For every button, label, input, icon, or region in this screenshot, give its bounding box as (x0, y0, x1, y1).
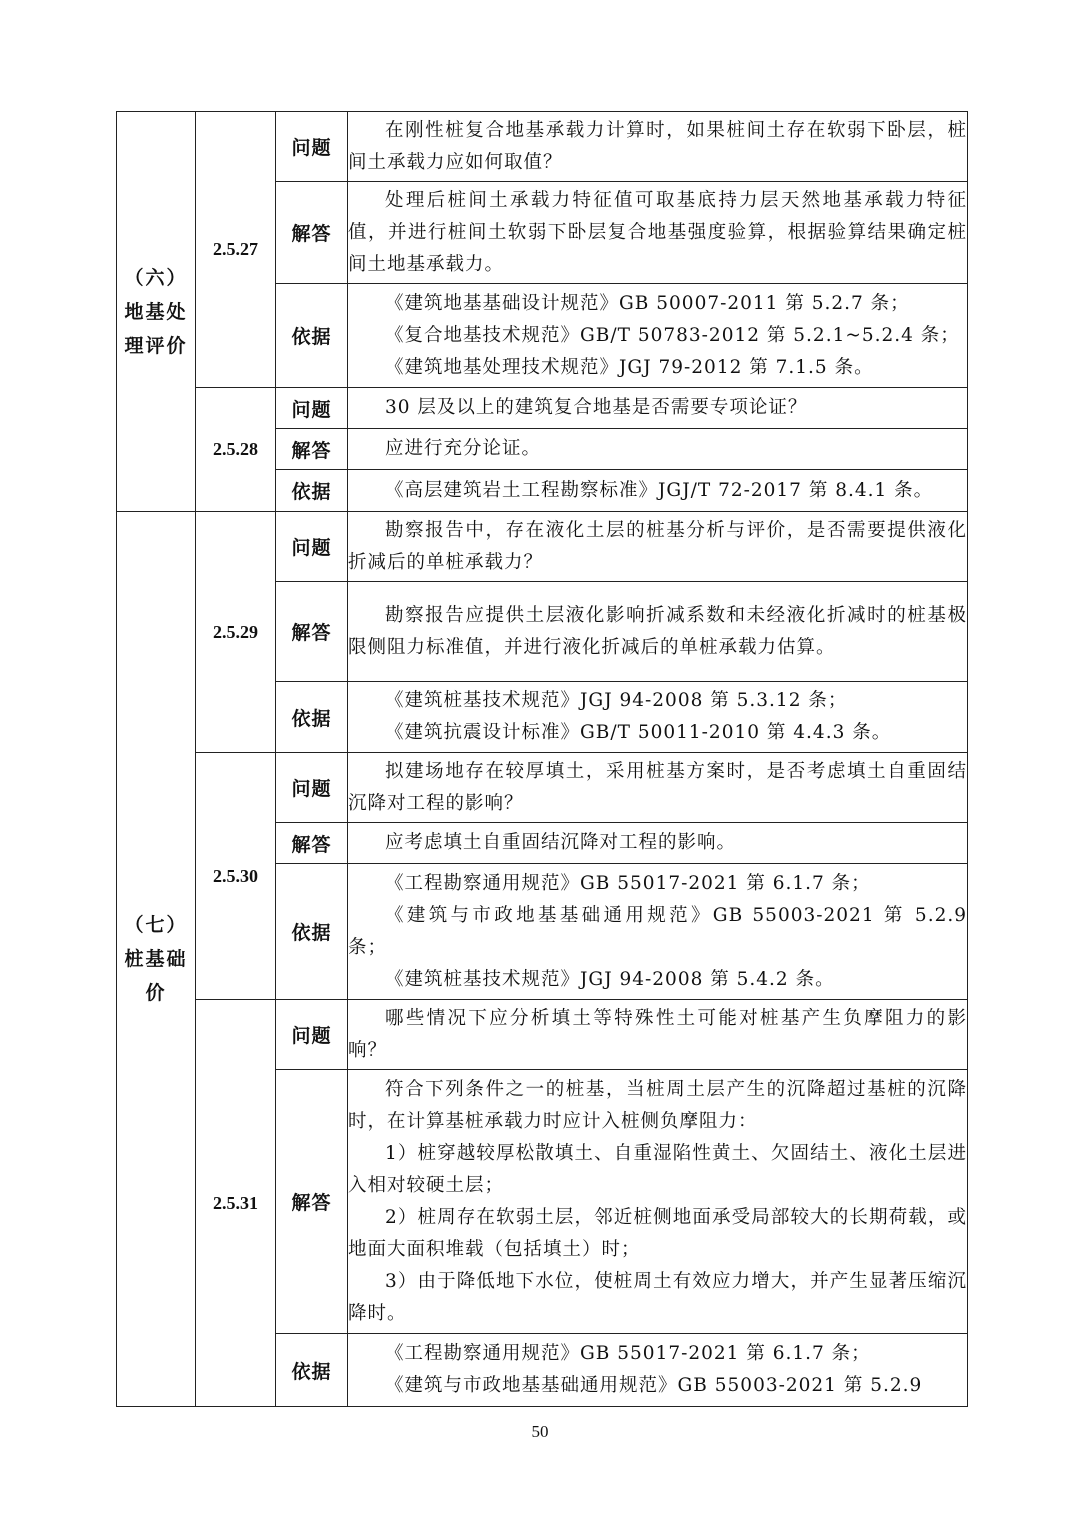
category-seven-line2: 桩基础 (124, 948, 188, 970)
answer-text (348, 582, 968, 682)
answer-line: 3）由于降低地下水位，使桩周土有效应力增大，并产生显著压缩沉降时。 (348, 1270, 967, 1324)
basis-text (348, 284, 968, 388)
answer-text (348, 429, 968, 470)
basis-line: 《建筑桩基技术规范》JGJ 94-2008 第 5.4.2 条。 (385, 968, 835, 990)
basis-line: 《建筑与市政地基基础通用规范》GB 55003-2021 第 5.2.9 (385, 1375, 923, 1396)
basis-label: 依据 (276, 284, 348, 388)
answer-text (348, 823, 968, 864)
answer-line: 处理后桩间土承载力特征值可取基底持力层天然地基承载力特征值，并进行桩间土软弱下卧层复合地基强度验算，根据验算结果确定桩间土地基承载力。 (348, 189, 967, 275)
item-number: 2.5.31 (196, 1000, 276, 1407)
basis-text (348, 864, 968, 1000)
question-label: 问题 (276, 753, 348, 823)
basis-line: 《工程勘察通用规范》GB 55017-2021 第 6.1.7 条； (385, 872, 871, 894)
answer-line: 应进行充分论证。 (385, 438, 542, 459)
page-number: 50 (531, 1422, 549, 1441)
basis-line: 《建筑桩基技术规范》JGJ 94-2008 第 5.3.12 条； (385, 690, 848, 711)
question-line: 勘察报告中，存在液化土层的桩基分析与评价，是否需要提供液化折减后的单桩承载力？ (348, 519, 967, 573)
basis-text (348, 682, 968, 753)
answer-label: 解答 (276, 823, 348, 864)
answer-line: 符合下列条件之一的桩基，当桩周土层产生的沉降超过基桩的沉降时，在计算基桩承载力时应计入桩侧负摩阻力： (348, 1078, 967, 1132)
question-label: 问题 (276, 112, 348, 182)
category-six-line1: （六） (124, 266, 188, 289)
table-row (117, 388, 968, 429)
category-six-line3: 理评价 (124, 334, 188, 357)
answer-label: 解答 (276, 429, 348, 470)
answer-label: 解答 (276, 582, 348, 682)
basis-line: 《建筑抗震设计标准》GB/T 50011-2010 第 4.4.3 条。 (385, 722, 892, 743)
basis-line: 《建筑与市政地基基础通用规范》GB 55003-2021 第 5.2.9 条； (348, 904, 967, 958)
answer-text (348, 1070, 968, 1334)
question-label: 问题 (276, 388, 348, 429)
answer-line: 勘察报告应提供土层液化影响折减系数和未经液化折减时的桩基极限侧阻力标准值，并进行液化折减后的单桩承载力估算。 (348, 604, 967, 658)
basis-text (348, 1334, 968, 1407)
basis-label: 依据 (276, 470, 348, 512)
question-line: 在刚性桩复合地基承载力计算时，如果桩间土存在软弱下卧层，桩间土承载力应如何取值？ (348, 119, 967, 173)
question-label: 问题 (276, 512, 348, 582)
basis-line: 《建筑地基处理技术规范》JGJ 79-2012 第 7.1.5 条。 (385, 356, 874, 378)
question-line: 拟建场地存在较厚填土，采用桩基方案时，是否考虑填土自重固结沉降对工程的影响？ (348, 760, 967, 814)
table-row (117, 112, 968, 182)
item-number: 2.5.30 (196, 753, 276, 1000)
basis-line: 《工程勘察通用规范》GB 55017-2021 第 6.1.7 条； (385, 1343, 871, 1364)
basis-label: 依据 (276, 682, 348, 753)
category-seven-line1: （七） (124, 914, 188, 936)
basis-line: 《高层建筑岩土工程勘察标准》JGJ/T 72-2017 第 8.4.1 条。 (385, 479, 934, 501)
question-text (348, 112, 968, 182)
basis-line: 《建筑地基基础设计规范》GB 50007-2011 第 5.2.7 条； (385, 292, 910, 314)
answer-line: 1）桩穿越较厚松散填土、自重湿陷性黄土、欠固结土、液化土层进入相对较硬土层； (348, 1142, 967, 1196)
question-text (348, 1000, 968, 1070)
basis-text (348, 470, 968, 512)
question-line: 30 层及以上的建筑复合地基是否需要专项论证？ (385, 397, 808, 418)
answer-label: 解答 (276, 1070, 348, 1334)
category-seven-line3: 价 (145, 982, 167, 1004)
qa-table (116, 111, 968, 1407)
category-six-line2: 地基处 (124, 300, 188, 323)
question-line: 哪些情况下应分析填土等特殊性土可能对桩基产生负摩阻力的影响？ (348, 1007, 967, 1061)
basis-label: 依据 (276, 864, 348, 1000)
answer-line: 应考虑填土自重固结沉降对工程的影响。 (385, 832, 737, 853)
item-number: 2.5.29 (196, 512, 276, 753)
question-text (348, 512, 968, 582)
table-row (117, 512, 968, 582)
table-row (117, 753, 968, 823)
question-text (348, 753, 968, 823)
answer-line: 2）桩周存在软弱土层，邻近桩侧地面承受局部较大的长期荷载，或地面大面积堆载（包括填土）时； (348, 1206, 967, 1260)
item-number: 2.5.27 (196, 112, 276, 388)
question-text (348, 388, 968, 429)
answer-text (348, 182, 968, 284)
basis-line: 《复合地基技术规范》GB/T 50783-2012 第 5.2.1~5.2.4 条； (385, 324, 960, 346)
table-row (117, 1000, 968, 1070)
question-label: 问题 (276, 1000, 348, 1070)
item-number: 2.5.28 (196, 388, 276, 512)
category-cell-seven (117, 512, 196, 1407)
category-cell-six (117, 112, 196, 512)
basis-label: 依据 (276, 1334, 348, 1407)
answer-label: 解答 (276, 182, 348, 284)
